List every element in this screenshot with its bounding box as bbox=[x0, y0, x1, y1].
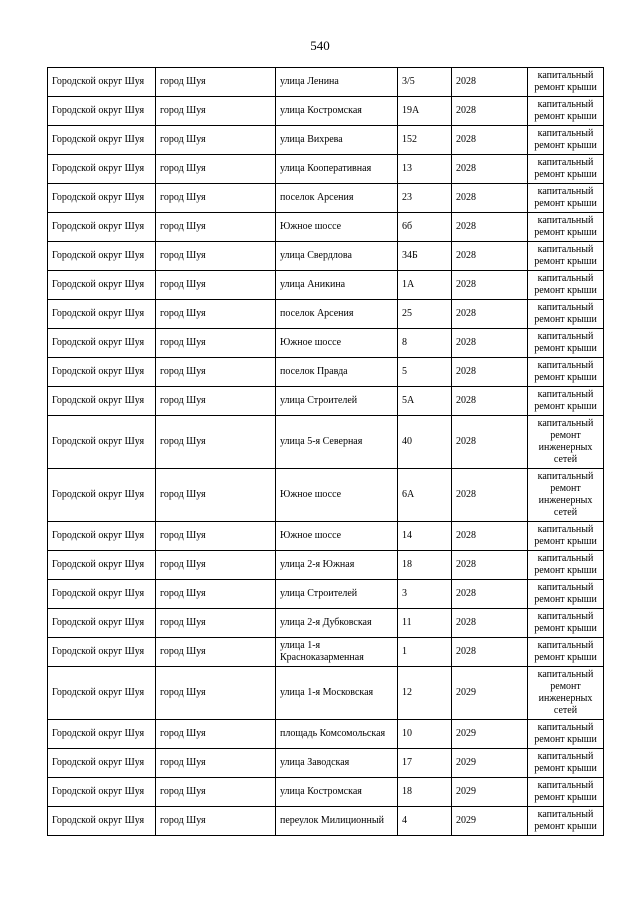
house-number-cell: 3/5 bbox=[398, 68, 452, 97]
street-cell: улица Костромская bbox=[276, 97, 398, 126]
year-cell: 2029 bbox=[452, 778, 528, 807]
street-cell: Южное шоссе bbox=[276, 213, 398, 242]
street-cell: улица 2-я Южная bbox=[276, 551, 398, 580]
house-number-cell: 34Б bbox=[398, 242, 452, 271]
table-row bbox=[48, 720, 604, 749]
work-type-cell: капитальный ремонт крыши bbox=[528, 522, 604, 551]
table-row bbox=[48, 522, 604, 551]
settlement-cell: город Шуя bbox=[156, 155, 276, 184]
year-cell: 2028 bbox=[452, 271, 528, 300]
settlement-cell: город Шуя bbox=[156, 551, 276, 580]
district-cell: Городской округ Шуя bbox=[48, 720, 156, 749]
table-row bbox=[48, 155, 604, 184]
work-type-cell: капитальный ремонт крыши bbox=[528, 184, 604, 213]
house-number-cell: 1 bbox=[398, 638, 452, 667]
street-cell: улица Вихрева bbox=[276, 126, 398, 155]
work-type-cell: капитальный ремонт крыши bbox=[528, 387, 604, 416]
street-cell: улица Заводская bbox=[276, 749, 398, 778]
district-cell: Городской округ Шуя bbox=[48, 358, 156, 387]
year-cell: 2028 bbox=[452, 300, 528, 329]
table-row bbox=[48, 609, 604, 638]
house-number-cell: 10 bbox=[398, 720, 452, 749]
work-type-cell: капитальный ремонт инженерных сетей bbox=[528, 416, 604, 469]
house-number-cell: 18 bbox=[398, 778, 452, 807]
house-number-cell: 23 bbox=[398, 184, 452, 213]
table-row bbox=[48, 97, 604, 126]
work-type-cell: капитальный ремонт крыши bbox=[528, 358, 604, 387]
work-type-cell: капитальный ремонт крыши bbox=[528, 68, 604, 97]
settlement-cell: город Шуя bbox=[156, 97, 276, 126]
year-cell: 2028 bbox=[452, 522, 528, 551]
work-type-cell: капитальный ремонт крыши bbox=[528, 126, 604, 155]
district-cell: Городской округ Шуя bbox=[48, 387, 156, 416]
house-number-cell: 3 bbox=[398, 580, 452, 609]
work-type-cell: капитальный ремонт крыши bbox=[528, 300, 604, 329]
table-row bbox=[48, 580, 604, 609]
house-number-cell: 13 bbox=[398, 155, 452, 184]
street-cell: улица 2-я Дубковская bbox=[276, 609, 398, 638]
year-cell: 2029 bbox=[452, 807, 528, 836]
settlement-cell: город Шуя bbox=[156, 184, 276, 213]
house-number-cell: 8 bbox=[398, 329, 452, 358]
house-number-cell: 6б bbox=[398, 213, 452, 242]
year-cell: 2028 bbox=[452, 387, 528, 416]
house-number-cell: 4 bbox=[398, 807, 452, 836]
settlement-cell: город Шуя bbox=[156, 126, 276, 155]
street-cell: улица Кооперативная bbox=[276, 155, 398, 184]
work-type-cell: капитальный ремонт крыши bbox=[528, 609, 604, 638]
year-cell: 2028 bbox=[452, 580, 528, 609]
district-cell: Городской округ Шуя bbox=[48, 126, 156, 155]
settlement-cell: город Шуя bbox=[156, 720, 276, 749]
work-type-cell: капитальный ремонт крыши bbox=[528, 329, 604, 358]
work-type-cell: капитальный ремонт крыши bbox=[528, 155, 604, 184]
table-row bbox=[48, 638, 604, 667]
district-cell: Городской округ Шуя bbox=[48, 667, 156, 720]
house-number-cell: 11 bbox=[398, 609, 452, 638]
house-number-cell: 6А bbox=[398, 469, 452, 522]
work-type-cell: капитальный ремонт крыши bbox=[528, 271, 604, 300]
district-cell: Городской округ Шуя bbox=[48, 551, 156, 580]
year-cell: 2028 bbox=[452, 416, 528, 469]
settlement-cell: город Шуя bbox=[156, 638, 276, 667]
year-cell: 2028 bbox=[452, 358, 528, 387]
house-number-cell: 5 bbox=[398, 358, 452, 387]
settlement-cell: город Шуя bbox=[156, 358, 276, 387]
settlement-cell: город Шуя bbox=[156, 580, 276, 609]
street-cell: Южное шоссе bbox=[276, 469, 398, 522]
table-row bbox=[48, 551, 604, 580]
house-number-cell: 18 bbox=[398, 551, 452, 580]
table-body bbox=[48, 68, 604, 836]
year-cell: 2028 bbox=[452, 469, 528, 522]
street-cell: Южное шоссе bbox=[276, 522, 398, 551]
street-cell: улица 1-я Московская bbox=[276, 667, 398, 720]
settlement-cell: город Шуя bbox=[156, 329, 276, 358]
street-cell: Южное шоссе bbox=[276, 329, 398, 358]
street-cell: поселок Правда bbox=[276, 358, 398, 387]
street-cell: улица Свердлова bbox=[276, 242, 398, 271]
table-row bbox=[48, 300, 604, 329]
street-cell: улица Костромская bbox=[276, 778, 398, 807]
district-cell: Городской округ Шуя bbox=[48, 213, 156, 242]
settlement-cell: город Шуя bbox=[156, 416, 276, 469]
street-cell: поселок Арсения bbox=[276, 300, 398, 329]
district-cell: Городской округ Шуя bbox=[48, 638, 156, 667]
year-cell: 2028 bbox=[452, 609, 528, 638]
table-row bbox=[48, 242, 604, 271]
table-row bbox=[48, 358, 604, 387]
year-cell: 2029 bbox=[452, 720, 528, 749]
street-cell: поселок Арсения bbox=[276, 184, 398, 213]
settlement-cell: город Шуя bbox=[156, 667, 276, 720]
table-row bbox=[48, 667, 604, 720]
table-row bbox=[48, 749, 604, 778]
work-type-cell: капитальный ремонт крыши bbox=[528, 807, 604, 836]
year-cell: 2028 bbox=[452, 155, 528, 184]
table-row bbox=[48, 469, 604, 522]
settlement-cell: город Шуя bbox=[156, 778, 276, 807]
table-row bbox=[48, 778, 604, 807]
page-number: 540 bbox=[310, 38, 330, 53]
district-cell: Городской округ Шуя bbox=[48, 155, 156, 184]
year-cell: 2028 bbox=[452, 184, 528, 213]
year-cell: 2028 bbox=[452, 68, 528, 97]
house-number-cell: 25 bbox=[398, 300, 452, 329]
table-row bbox=[48, 271, 604, 300]
district-cell: Городской округ Шуя bbox=[48, 807, 156, 836]
table-row bbox=[48, 807, 604, 836]
house-number-cell: 17 bbox=[398, 749, 452, 778]
street-cell: улица Аникина bbox=[276, 271, 398, 300]
district-cell: Городской округ Шуя bbox=[48, 749, 156, 778]
district-cell: Городской округ Шуя bbox=[48, 609, 156, 638]
settlement-cell: город Шуя bbox=[156, 609, 276, 638]
district-cell: Городской округ Шуя bbox=[48, 97, 156, 126]
year-cell: 2028 bbox=[452, 242, 528, 271]
year-cell: 2028 bbox=[452, 638, 528, 667]
house-number-cell: 40 bbox=[398, 416, 452, 469]
district-cell: Городской округ Шуя bbox=[48, 271, 156, 300]
house-number-cell: 1А bbox=[398, 271, 452, 300]
year-cell: 2028 bbox=[452, 126, 528, 155]
street-cell: площадь Комсомольская bbox=[276, 720, 398, 749]
settlement-cell: город Шуя bbox=[156, 387, 276, 416]
table-row bbox=[48, 416, 604, 469]
district-cell: Городской округ Шуя bbox=[48, 300, 156, 329]
street-cell: улица 5-я Северная bbox=[276, 416, 398, 469]
house-number-cell: 19А bbox=[398, 97, 452, 126]
work-type-cell: капитальный ремонт крыши bbox=[528, 551, 604, 580]
year-cell: 2028 bbox=[452, 97, 528, 126]
street-cell: улица Ленина bbox=[276, 68, 398, 97]
work-type-cell: капитальный ремонт инженерных сетей bbox=[528, 469, 604, 522]
table-row bbox=[48, 213, 604, 242]
year-cell: 2028 bbox=[452, 213, 528, 242]
district-cell: Городской округ Шуя bbox=[48, 778, 156, 807]
house-number-cell: 5А bbox=[398, 387, 452, 416]
house-number-cell: 12 bbox=[398, 667, 452, 720]
district-cell: Городской округ Шуя bbox=[48, 416, 156, 469]
district-cell: Городской округ Шуя bbox=[48, 329, 156, 358]
district-cell: Городской округ Шуя bbox=[48, 522, 156, 551]
table-row bbox=[48, 68, 604, 97]
settlement-cell: город Шуя bbox=[156, 300, 276, 329]
work-type-cell: капитальный ремонт крыши bbox=[528, 638, 604, 667]
work-type-cell: капитальный ремонт крыши bbox=[528, 580, 604, 609]
house-number-cell: 14 bbox=[398, 522, 452, 551]
work-type-cell: капитальный ремонт крыши bbox=[528, 749, 604, 778]
table-row bbox=[48, 184, 604, 213]
work-type-cell: капитальный ремонт крыши bbox=[528, 720, 604, 749]
settlement-cell: город Шуя bbox=[156, 242, 276, 271]
year-cell: 2028 bbox=[452, 329, 528, 358]
work-type-cell: капитальный ремонт крыши bbox=[528, 213, 604, 242]
year-cell: 2028 bbox=[452, 551, 528, 580]
district-cell: Городской округ Шуя bbox=[48, 68, 156, 97]
work-type-cell: капитальный ремонт крыши bbox=[528, 242, 604, 271]
settlement-cell: город Шуя bbox=[156, 749, 276, 778]
table-row bbox=[48, 126, 604, 155]
table-row bbox=[48, 329, 604, 358]
year-cell: 2029 bbox=[452, 749, 528, 778]
work-type-cell: капитальный ремонт инженерных сетей bbox=[528, 667, 604, 720]
settlement-cell: город Шуя bbox=[156, 68, 276, 97]
street-cell: улица Строителей bbox=[276, 580, 398, 609]
settlement-cell: город Шуя bbox=[156, 213, 276, 242]
table-row bbox=[48, 387, 604, 416]
district-cell: Городской округ Шуя bbox=[48, 184, 156, 213]
settlement-cell: город Шуя bbox=[156, 807, 276, 836]
street-cell: переулок Милиционный bbox=[276, 807, 398, 836]
street-cell: улица Строителей bbox=[276, 387, 398, 416]
settlement-cell: город Шуя bbox=[156, 522, 276, 551]
district-cell: Городской округ Шуя bbox=[48, 580, 156, 609]
repair-schedule-table bbox=[47, 67, 604, 836]
settlement-cell: город Шуя bbox=[156, 469, 276, 522]
district-cell: Городской округ Шуя bbox=[48, 469, 156, 522]
district-cell: Городской округ Шуя bbox=[48, 242, 156, 271]
year-cell: 2029 bbox=[452, 667, 528, 720]
work-type-cell: капитальный ремонт крыши bbox=[528, 97, 604, 126]
work-type-cell: капитальный ремонт крыши bbox=[528, 778, 604, 807]
settlement-cell: город Шуя bbox=[156, 271, 276, 300]
street-cell: улица 1-я Краснoказарменная bbox=[276, 638, 398, 667]
house-number-cell: 152 bbox=[398, 126, 452, 155]
